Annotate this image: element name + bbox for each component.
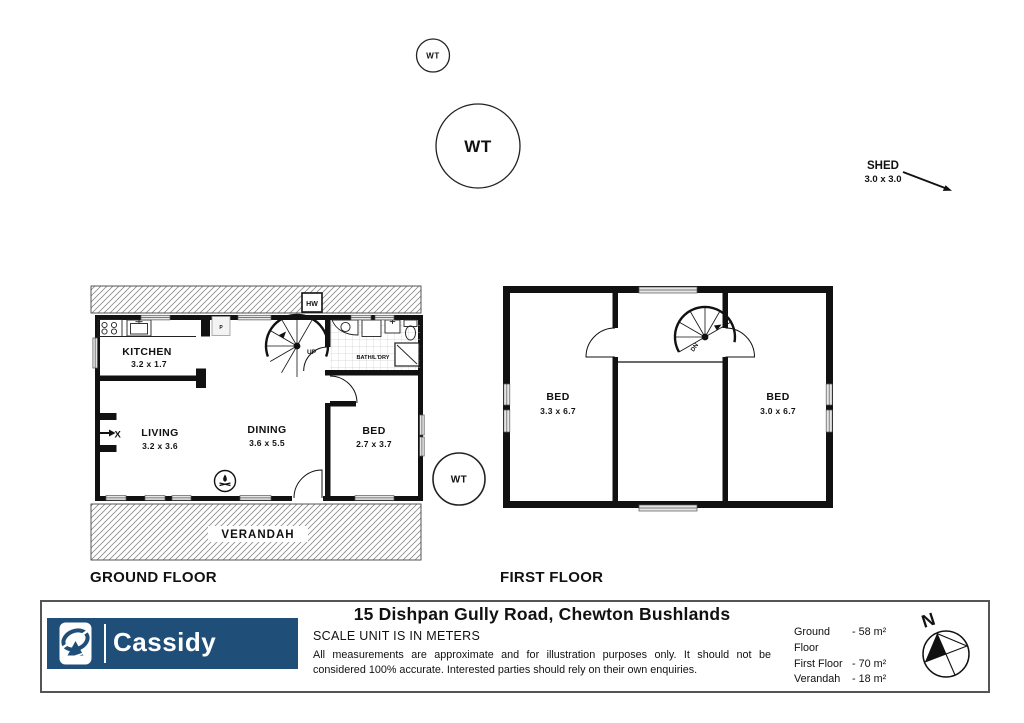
property-address-title: 15 Dishpan Gully Road, Chewton Bushlands xyxy=(353,604,731,624)
stair-dn-label: DN xyxy=(690,342,701,354)
area-value: - 70 m² xyxy=(852,657,887,670)
water-tank-mid-label: WT xyxy=(450,474,468,486)
water-tank-small xyxy=(413,36,453,76)
ground-floor-title: GROUND FLOOR xyxy=(90,569,217,586)
water-tank-mid xyxy=(431,451,489,509)
bath-bottom-wall xyxy=(325,370,423,376)
left-bed-wall-upper xyxy=(613,290,619,328)
left-bed-wall-lower xyxy=(613,357,619,503)
disclaimer-text xyxy=(313,648,771,678)
disclaimer-line-2: considered 100% accurate. Interested parties should rely on their own enquiries. xyxy=(313,664,698,676)
shed-name: SHED xyxy=(867,160,899,172)
shed-arrow-icon xyxy=(898,162,960,198)
area-value: - 18 m² xyxy=(852,673,887,686)
bed-divider-wall xyxy=(325,403,331,498)
stair-up-label: UP xyxy=(307,349,317,356)
brand-emblem-icon xyxy=(59,622,92,665)
kitchen-dims: 3.2 x 1.7 xyxy=(131,359,167,369)
area-value: - 58 m² xyxy=(852,626,887,638)
dining-label: DINING xyxy=(247,424,287,436)
kitchen-wall-block xyxy=(201,315,210,337)
bed-right-label: BED xyxy=(766,391,790,403)
ground-bed-dims: 2.7 x 3.7 xyxy=(356,439,392,449)
living-dims: 3.2 x 3.6 xyxy=(142,441,178,451)
hot-water-label: HW xyxy=(306,301,318,308)
scale-note: SCALE UNIT IS IN METERS xyxy=(313,629,481,643)
kitchen-divider-wall xyxy=(95,376,198,382)
disclaimer-line-1: All measurements are approximate and for illustration purposes only. It should not be xyxy=(313,649,771,661)
area-label: Ground Floor xyxy=(794,626,831,654)
verandah-door-opening xyxy=(292,494,323,502)
bath-label: BATH/L'DRY xyxy=(356,355,390,361)
shed-dims: 3.0 x 3.0 xyxy=(864,174,902,185)
kitchen-wall-end xyxy=(196,369,206,389)
dining-dims: 3.6 x 5.5 xyxy=(249,438,285,448)
bed-wall-stub xyxy=(330,401,356,407)
kitchen-label: KITCHEN xyxy=(122,346,172,358)
ground-floor-plan xyxy=(86,283,434,571)
stair-side-wall xyxy=(325,315,331,347)
area-label: First Floor xyxy=(794,657,843,670)
compass-north-label: N xyxy=(919,608,938,632)
roof-eave-hatch xyxy=(91,286,421,313)
compass-icon xyxy=(872,604,992,688)
bed-left-label: BED xyxy=(546,391,570,403)
water-tank-large-label: WT xyxy=(464,137,492,156)
bed-left-dims: 3.3 x 6.7 xyxy=(540,406,576,416)
brand-divider xyxy=(104,624,106,663)
first-floor-plan xyxy=(501,283,837,515)
right-bed-wall-lower xyxy=(723,357,729,503)
brand-logo xyxy=(47,618,298,669)
pantry-label: P xyxy=(219,325,223,331)
fireplace-icon xyxy=(215,471,236,492)
right-bed-wall-upper xyxy=(723,290,729,328)
bed-right-dims: 3.0 x 6.7 xyxy=(760,406,796,416)
footer-bar xyxy=(40,600,990,693)
verandah-label: VERANDAH xyxy=(221,529,295,541)
ground-bed-label: BED xyxy=(362,425,386,437)
water-tank-large xyxy=(434,102,524,192)
living-label: LIVING xyxy=(141,427,179,439)
svg-text:X: X xyxy=(114,429,121,441)
water-tank-small-label: WT xyxy=(426,51,440,61)
brand-name: Cassidy xyxy=(113,627,217,657)
area-label: Verandah xyxy=(794,673,841,686)
first-floor-title: FIRST FLOOR xyxy=(500,569,604,586)
